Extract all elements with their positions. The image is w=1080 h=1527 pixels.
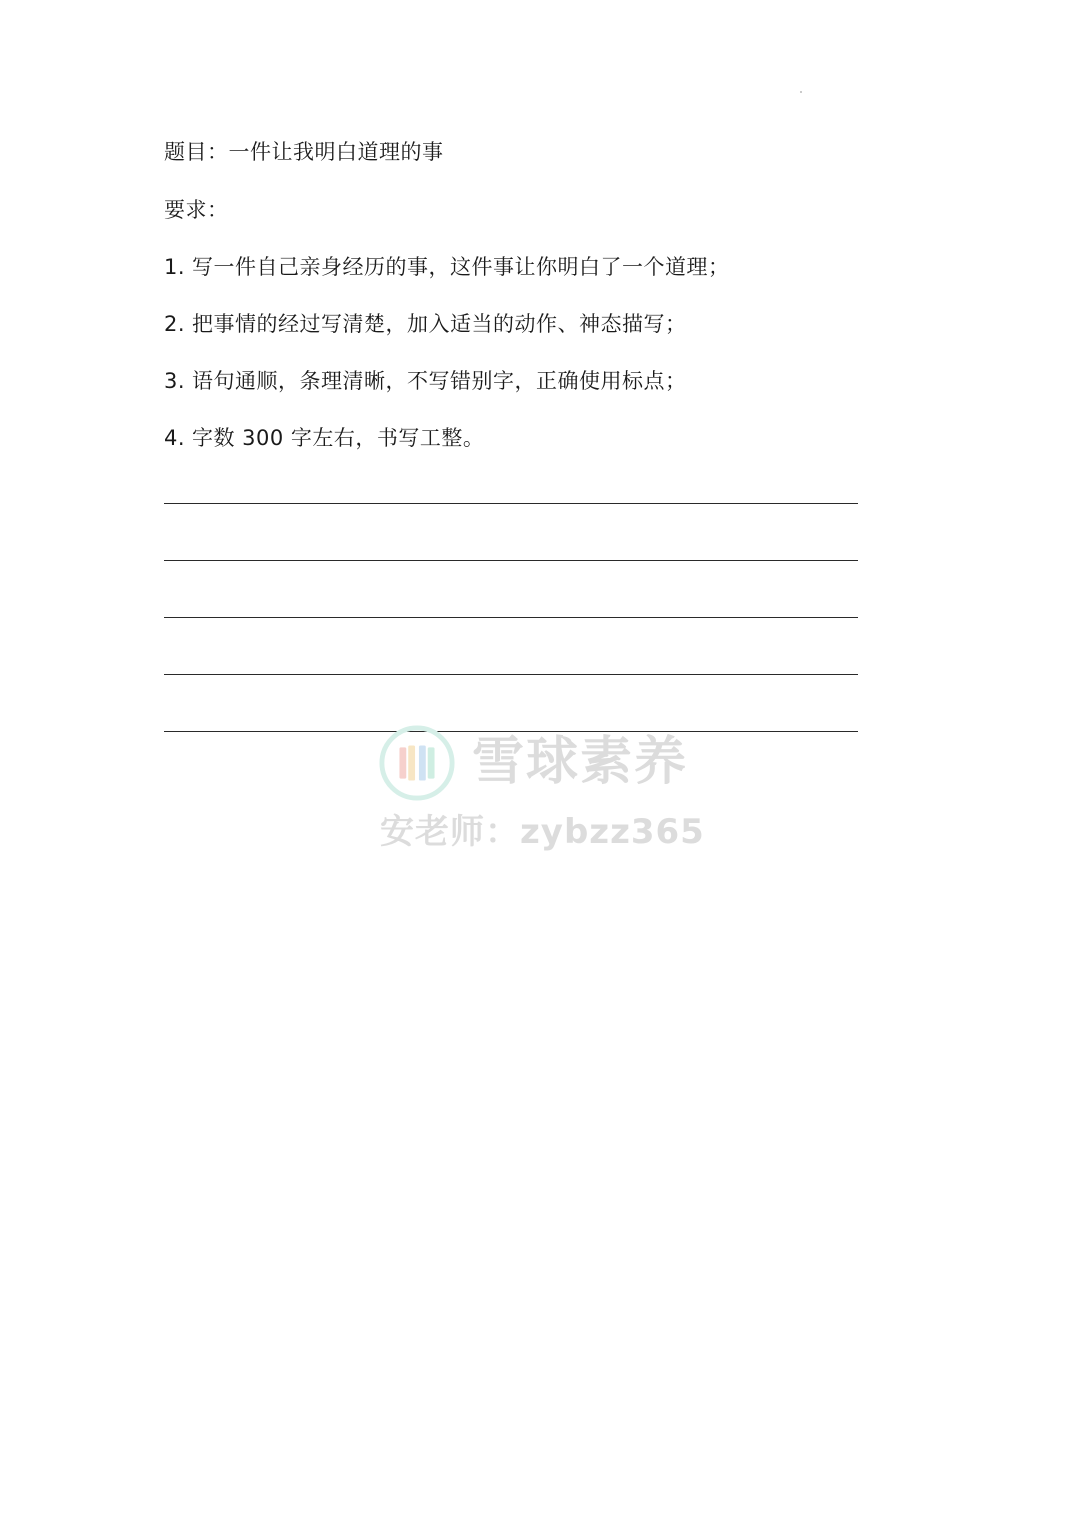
requirement-text: 字数 300 字左右，书写工整。: [192, 426, 485, 450]
requirement-number: 3.: [164, 369, 186, 393]
requirement-text: 写一件自己亲身经历的事，这件事让你明白了一个道理；: [192, 255, 730, 279]
requirement-text: 把事情的经过写清楚，加入适当的动作、神态描写；: [192, 312, 687, 336]
requirement-item: [164, 367, 687, 395]
requirement-item: [164, 253, 730, 281]
page-speck: [800, 91, 802, 93]
watermark: [376, 722, 716, 862]
book-logo-icon: [378, 724, 456, 802]
writing-line[interactable]: [164, 617, 858, 618]
writing-line[interactable]: [164, 503, 858, 504]
requirement-item: [164, 310, 687, 338]
writing-line[interactable]: [164, 674, 858, 675]
requirement-number: 2.: [164, 312, 186, 336]
watermark-brand: 雪球素养: [472, 732, 689, 792]
requirement-text: 语句通顺，条理清晰，不写错别字，正确使用标点；: [192, 369, 687, 393]
essay-title: 题目：一件让我明白道理的事: [164, 140, 444, 164]
watermark-contact: 安老师：zybzz365: [380, 812, 705, 852]
writing-line[interactable]: [164, 560, 858, 561]
requirement-item: [164, 424, 484, 452]
requirement-number: 1.: [164, 255, 186, 279]
requirement-number: 4.: [164, 426, 186, 450]
requirements-heading: 要求：: [164, 198, 229, 222]
